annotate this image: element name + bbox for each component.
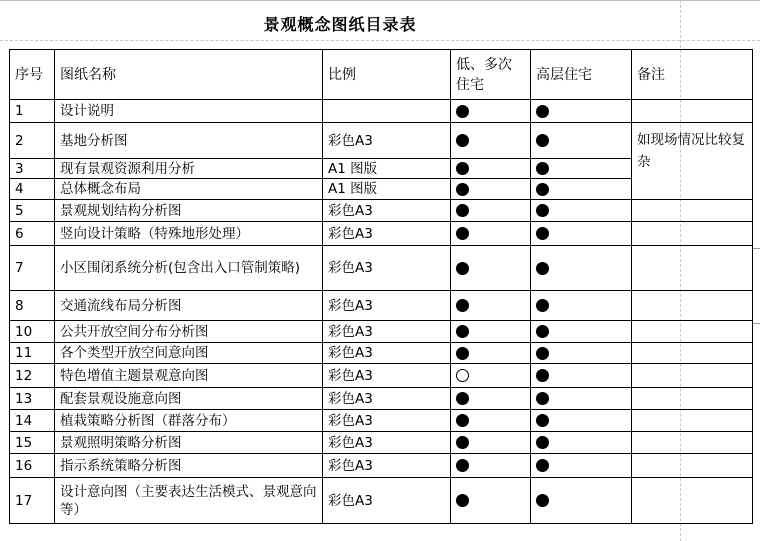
header-remark: 备注 xyxy=(632,50,753,100)
table-row xyxy=(10,388,753,410)
drawing-name: 设计说明 xyxy=(55,100,323,123)
header-row xyxy=(10,50,753,100)
filled-circle-icon xyxy=(536,414,549,427)
remark-empty xyxy=(632,291,753,321)
low-multi-mark-cell xyxy=(451,179,531,200)
table-row xyxy=(10,364,753,388)
low-multi-mark-cell xyxy=(451,343,531,364)
filled-circle-icon xyxy=(536,134,549,147)
remark-empty xyxy=(632,478,753,524)
row-number: 6 xyxy=(10,222,55,246)
filled-circle-icon xyxy=(456,227,469,240)
remark-text: 如现场情况比较复杂 xyxy=(632,123,753,200)
remark-empty xyxy=(632,364,753,388)
remark-empty xyxy=(632,321,753,343)
row-number: 12 xyxy=(10,364,55,388)
drawing-name: 竖向设计策略（特殊地形处理） xyxy=(55,222,323,246)
high-rise-mark-cell xyxy=(531,100,632,123)
row-number: 5 xyxy=(10,200,55,222)
table-row xyxy=(10,100,753,123)
header-no: 序号 xyxy=(10,50,55,100)
high-rise-mark-cell xyxy=(531,343,632,364)
high-rise-mark-cell xyxy=(531,321,632,343)
drawing-name: 基地分析图 xyxy=(55,123,323,159)
high-rise-mark-cell xyxy=(531,200,632,222)
table-row xyxy=(10,432,753,454)
low-multi-mark-cell xyxy=(451,200,531,222)
filled-circle-icon xyxy=(536,162,549,175)
low-multi-mark-cell xyxy=(451,246,531,291)
drawing-scale: 彩色A3 xyxy=(323,478,451,524)
row-number: 11 xyxy=(10,343,55,364)
drawing-name: 特色增值主题景观意向图 xyxy=(55,364,323,388)
filled-circle-icon xyxy=(536,262,549,275)
filled-circle-icon xyxy=(536,369,549,382)
high-rise-mark-cell xyxy=(531,432,632,454)
drawing-name: 公共开放空间分布分析图 xyxy=(55,321,323,343)
drawing-scale xyxy=(323,100,451,123)
table-row xyxy=(10,200,753,222)
drawing-scale: 彩色A3 xyxy=(323,410,451,432)
filled-circle-icon xyxy=(536,227,549,240)
remark-empty xyxy=(632,100,753,123)
drawing-scale: 彩色A3 xyxy=(323,200,451,222)
row-number: 4 xyxy=(10,179,55,200)
drawing-scale: 彩色A3 xyxy=(323,123,451,159)
drawing-name: 各个类型开放空间意向图 xyxy=(55,343,323,364)
high-rise-mark-cell xyxy=(531,388,632,410)
remark-empty xyxy=(632,200,753,222)
high-rise-mark-cell xyxy=(531,364,632,388)
drawing-scale: 彩色A3 xyxy=(323,291,451,321)
low-multi-mark-cell xyxy=(451,410,531,432)
low-multi-mark-cell xyxy=(451,222,531,246)
filled-circle-icon xyxy=(536,204,549,217)
table-row xyxy=(10,410,753,432)
remark-empty xyxy=(632,246,753,291)
filled-circle-icon xyxy=(536,392,549,405)
filled-circle-icon xyxy=(456,494,469,507)
filled-circle-icon xyxy=(536,347,549,360)
filled-circle-icon xyxy=(456,299,469,312)
remark-empty xyxy=(632,410,753,432)
hollow-circle-icon xyxy=(456,369,469,382)
header-name: 图纸名称 xyxy=(55,50,323,100)
filled-circle-icon xyxy=(456,347,469,360)
filled-circle-icon xyxy=(456,134,469,147)
drawing-name: 指示系统策略分析图 xyxy=(55,454,323,478)
row-number: 8 xyxy=(10,291,55,321)
remark-empty xyxy=(632,388,753,410)
filled-circle-icon xyxy=(456,414,469,427)
filled-circle-icon xyxy=(456,459,469,472)
drawing-scale: A1 图版 xyxy=(323,179,451,200)
filled-circle-icon xyxy=(456,325,469,338)
filled-circle-icon xyxy=(536,436,549,449)
table-row xyxy=(10,478,753,524)
remark-empty xyxy=(632,432,753,454)
drawing-scale: 彩色A3 xyxy=(323,222,451,246)
table-row xyxy=(10,454,753,478)
drawing-scale: 彩色A3 xyxy=(323,246,451,291)
filled-circle-icon xyxy=(456,105,469,118)
drawing-scale: 彩色A3 xyxy=(323,432,451,454)
low-multi-mark-cell xyxy=(451,100,531,123)
page-top-border xyxy=(0,0,760,1)
high-rise-mark-cell xyxy=(531,222,632,246)
table-row xyxy=(10,321,753,343)
filled-circle-icon xyxy=(536,459,549,472)
drawing-catalog-table xyxy=(9,49,753,524)
table-row xyxy=(10,246,753,291)
filled-circle-icon xyxy=(536,299,549,312)
high-rise-mark-cell xyxy=(531,123,632,159)
drawing-name: 现有景观资源利用分析 xyxy=(55,159,323,179)
drawing-scale: 彩色A3 xyxy=(323,388,451,410)
filled-circle-icon xyxy=(456,162,469,175)
drawing-scale: A1 图版 xyxy=(323,159,451,179)
row-number: 16 xyxy=(10,454,55,478)
drawing-name: 植栽策略分析图（群落分布） xyxy=(55,410,323,432)
filled-circle-icon xyxy=(536,183,549,196)
high-rise-mark-cell xyxy=(531,291,632,321)
table-row xyxy=(10,222,753,246)
row-number: 2 xyxy=(10,123,55,159)
low-multi-mark-cell xyxy=(451,432,531,454)
high-rise-mark-cell xyxy=(531,410,632,432)
filled-circle-icon xyxy=(536,325,549,338)
header-high: 高层住宅 xyxy=(531,50,632,100)
table-row xyxy=(10,291,753,321)
row-number: 14 xyxy=(10,410,55,432)
high-rise-mark-cell xyxy=(531,478,632,524)
high-rise-mark-cell xyxy=(531,246,632,291)
remark-empty xyxy=(632,343,753,364)
drawing-scale: 彩色A3 xyxy=(323,321,451,343)
row-number: 7 xyxy=(10,246,55,291)
row-number: 15 xyxy=(10,432,55,454)
page-guide-horizontal xyxy=(0,40,760,41)
filled-circle-icon xyxy=(456,392,469,405)
remark-empty xyxy=(632,222,753,246)
table-row xyxy=(10,123,753,159)
filled-circle-icon xyxy=(456,183,469,196)
low-multi-mark-cell xyxy=(451,123,531,159)
low-multi-mark-cell xyxy=(451,364,531,388)
row-number: 17 xyxy=(10,478,55,524)
filled-circle-icon xyxy=(456,436,469,449)
low-multi-mark-cell xyxy=(451,478,531,524)
drawing-name: 总体概念布局 xyxy=(55,179,323,200)
drawing-scale: 彩色A3 xyxy=(323,454,451,478)
high-rise-mark-cell xyxy=(531,454,632,478)
filled-circle-icon xyxy=(536,494,549,507)
drawing-name: 交通流线布局分析图 xyxy=(55,291,323,321)
header-scale: 比例 xyxy=(323,50,451,100)
edge-mark xyxy=(753,248,760,249)
drawing-name: 设计意向图（主要表达生活模式、景观意向等） xyxy=(55,478,323,524)
row-number: 1 xyxy=(10,100,55,123)
drawing-scale: 彩色A3 xyxy=(323,343,451,364)
edge-mark xyxy=(753,323,760,324)
drawing-name: 小区围闭系统分析(包含出入口管制策略) xyxy=(55,246,323,291)
low-multi-mark-cell xyxy=(451,454,531,478)
drawing-name: 景观照明策略分析图 xyxy=(55,432,323,454)
low-multi-mark-cell xyxy=(451,388,531,410)
filled-circle-icon xyxy=(456,204,469,217)
high-rise-mark-cell xyxy=(531,159,632,179)
row-number: 13 xyxy=(10,388,55,410)
low-multi-mark-cell xyxy=(451,321,531,343)
header-low-multi: 低、多次住宅 xyxy=(451,50,531,100)
drawing-name: 景观规划结构分析图 xyxy=(55,200,323,222)
drawing-scale: 彩色A3 xyxy=(323,364,451,388)
high-rise-mark-cell xyxy=(531,179,632,200)
remark-empty xyxy=(632,454,753,478)
filled-circle-icon xyxy=(536,105,549,118)
table-row xyxy=(10,343,753,364)
row-number: 3 xyxy=(10,159,55,179)
drawing-name: 配套景观设施意向图 xyxy=(55,388,323,410)
row-number: 10 xyxy=(10,321,55,343)
low-multi-mark-cell xyxy=(451,291,531,321)
low-multi-mark-cell xyxy=(451,159,531,179)
filled-circle-icon xyxy=(456,262,469,275)
document-title: 景观概念图纸目录表 xyxy=(263,15,417,34)
